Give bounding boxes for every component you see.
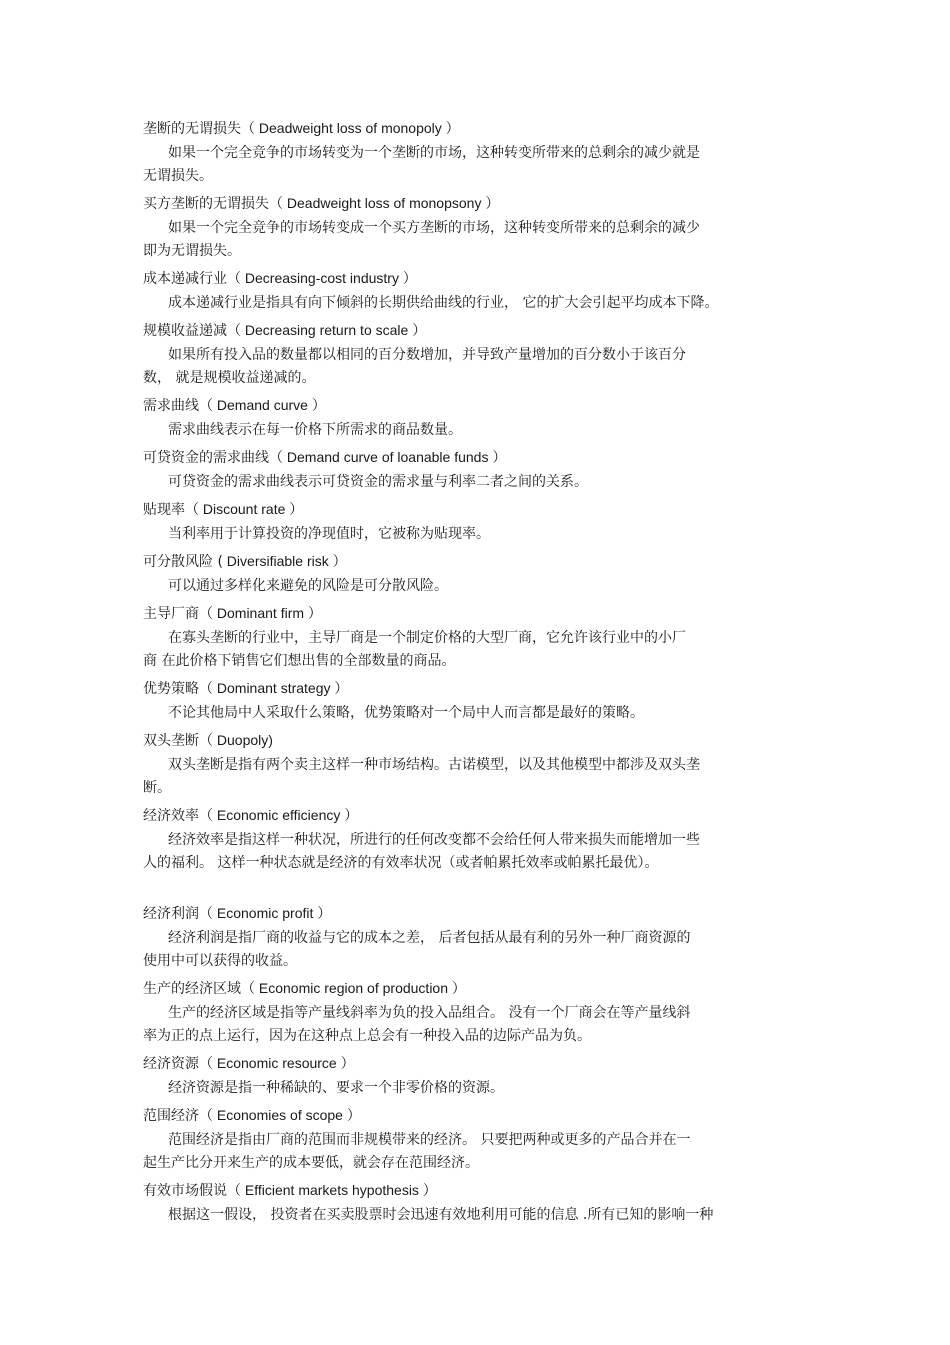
term-english: Dominant firm (213, 605, 308, 621)
term-close-paren: ） (451, 981, 466, 997)
term-english: Economies of scope (213, 1107, 347, 1123)
term-close-paren: ） (340, 1056, 355, 1072)
definition-line: 商 在此价格下销售它们想出售的全部数量的商品。 (143, 653, 456, 669)
term-english: Diversifiable risk (222, 553, 333, 569)
term-definition (143, 829, 803, 875)
term-chinese: 有效市场假说（ (143, 1183, 241, 1199)
term-heading (143, 445, 803, 469)
term-english: Decreasing-cost industry (241, 270, 403, 286)
definition-line: 起生产比分开来生产的成本要低，就会存在范围经济。 (143, 1155, 479, 1171)
glossary-entry (143, 601, 803, 673)
definition-line: 根据这一假设， 投资者在买卖股票时会迅速有效地利用可能的信息 .所有已知的影响一种 (168, 1207, 714, 1223)
glossary-entry (143, 976, 803, 1048)
term-heading (143, 318, 803, 342)
term-close-paren: ） (412, 323, 427, 339)
definition-line: 双头垄断是指有两个卖主这样一种市场结构。古诺模型，以及其他模型中都涉及双头垄 (168, 757, 700, 773)
term-chinese: 可分散风险 ( (143, 554, 223, 570)
term-chinese: 双头垄断（ (143, 733, 213, 749)
term-close-paren: ） (344, 808, 359, 824)
term-chinese: 买方垄断的无谓损失（ (143, 196, 283, 212)
term-definition (143, 1077, 803, 1100)
term-heading (143, 901, 803, 925)
term-definition (143, 702, 803, 725)
term-close-paren: ） (334, 681, 349, 697)
term-english: Economic efficiency (213, 807, 345, 823)
term-definition (143, 419, 803, 442)
definition-line: 无谓损失。 (143, 168, 213, 184)
definition-line: 率为正的点上运行，因为在这种点上总会有一种投入品的边际产品为负。 (143, 1028, 591, 1044)
term-english: Demand curve (213, 397, 312, 413)
glossary-entry (143, 1103, 803, 1175)
glossary-entry (143, 549, 803, 598)
definition-line: 人的福利。 这样一种状态就是经济的有效率状况（或者帕累托效率或帕累托最优）。 (143, 855, 659, 871)
term-chinese: 经济利润（ (143, 906, 213, 922)
term-definition (143, 142, 803, 188)
term-heading (143, 676, 803, 700)
term-definition (143, 523, 803, 546)
term-english: Deadweight loss of monopsony (283, 195, 486, 211)
term-close-paren: ） (289, 502, 304, 518)
term-definition (143, 471, 803, 494)
glossary-entry (143, 497, 803, 546)
term-definition (143, 575, 803, 598)
term-close-paren: ） (346, 1108, 361, 1124)
term-chinese: 成本递减行业（ (143, 271, 241, 287)
glossary-entry (143, 266, 803, 315)
term-chinese: 可贷资金的需求曲线（ (143, 450, 283, 466)
definition-line: 不论其他局中人采取什么策略，优势策略对一个局中人而言都是最好的策略。 (168, 705, 644, 721)
term-chinese: 经济效率（ (143, 808, 213, 824)
term-close-paren: ） (307, 606, 322, 622)
definition-line: 即为无谓损失。 (143, 243, 241, 259)
term-heading (143, 549, 803, 573)
term-chinese: 贴现率（ (143, 502, 199, 518)
glossary-entry (143, 445, 803, 494)
definition-line: 在寡头垄断的行业中，主导厂商是一个制定价格的大型厂商，它允许该行业中的小厂 (168, 630, 686, 646)
term-close-paren: ） (422, 1183, 437, 1199)
term-definition (143, 1002, 803, 1048)
definition-line: 断。 (143, 780, 171, 796)
term-english: Economic profit (213, 905, 318, 921)
definition-line: 如果所有投入品的数量都以相同的百分数增加，并导致产量增加的百分数小于该百分 (168, 347, 686, 363)
glossary-entry (143, 901, 803, 973)
term-definition (143, 1204, 803, 1227)
term-heading (143, 1051, 803, 1075)
term-close-paren: ） (402, 271, 417, 287)
term-close-paren: ） (317, 906, 332, 922)
glossary-entry (143, 191, 803, 263)
definition-line: 经济效率是指这样一种状况，所进行的任何改变都不会给任何人带来损失而能增加一些 (168, 832, 700, 848)
term-heading (143, 976, 803, 1000)
term-close-paren: ） (332, 554, 347, 570)
term-chinese: 需求曲线（ (143, 398, 213, 414)
term-english: Economic resource (213, 1055, 341, 1071)
term-english: Dominant strategy (213, 680, 335, 696)
glossary-entry (143, 803, 803, 875)
term-close-paren: ） (445, 121, 460, 137)
term-heading (143, 393, 803, 417)
term-heading (143, 116, 803, 140)
term-close-paren: ） (311, 398, 326, 414)
term-heading (143, 497, 803, 521)
term-chinese: 垄断的无谓损失（ (143, 121, 255, 137)
definition-line: 生产的经济区域是指等产量线斜率为负的投入品组合。 没有一个厂商会在等产量线斜 (168, 1005, 691, 1021)
definition-line: 数， 就是规模收益递减的。 (143, 370, 316, 386)
term-definition (143, 627, 803, 673)
term-english: Duopoly) (213, 732, 273, 748)
term-chinese: 主导厂商（ (143, 606, 213, 622)
term-english: Deadweight loss of monopoly (255, 120, 446, 136)
term-close-paren: ） (492, 450, 507, 466)
term-heading (143, 601, 803, 625)
term-chinese: 生产的经济区域（ (143, 981, 255, 997)
term-heading (143, 191, 803, 215)
definition-line: 可贷资金的需求曲线表示可贷资金的需求量与利率二者之间的关系。 (168, 474, 588, 490)
definition-line: 可以通过多样化来避免的风险是可分散风险。 (168, 578, 448, 594)
term-english: Decreasing return to scale (241, 322, 413, 338)
definition-line: 经济利润是指厂商的收益与它的成本之差， 后者包括从最有利的另外一种厂商资源的 (168, 930, 691, 946)
glossary-entry (143, 1051, 803, 1100)
term-definition (143, 292, 803, 315)
term-heading (143, 803, 803, 827)
glossary-entry (143, 393, 803, 442)
term-definition (143, 1129, 803, 1175)
term-definition (143, 927, 803, 973)
term-chinese: 优势策略（ (143, 681, 213, 697)
term-close-paren: ） (485, 196, 500, 212)
term-english: Discount rate (199, 501, 290, 517)
term-heading (143, 1103, 803, 1127)
definition-line: 使用中可以获得的收益。 (143, 953, 297, 969)
term-chinese: 范围经济（ (143, 1108, 213, 1124)
term-heading (143, 728, 803, 752)
term-english: Efficient markets hypothesis (241, 1182, 423, 1198)
glossary-entry (143, 728, 803, 800)
term-english: Demand curve of loanable funds (283, 449, 493, 465)
glossary-list (143, 116, 803, 1230)
glossary-entry (143, 676, 803, 725)
glossary-entry (143, 318, 803, 390)
definition-line: 经济资源是指一种稀缺的、要求一个非零价格的资源。 (168, 1080, 504, 1096)
definition-line: 如果一个完全竞争的市场转变成一个买方垄断的市场，这种转变所带来的总剩余的减少 (168, 220, 700, 236)
term-definition (143, 754, 803, 800)
definition-line: 范围经济是指由厂商的范围而非规模带来的经济。 只要把两种或更多的产品合并在一 (168, 1132, 691, 1148)
glossary-entry (143, 1178, 803, 1227)
term-heading (143, 1178, 803, 1202)
glossary-entry (143, 116, 803, 188)
term-chinese: 规模收益递减（ (143, 323, 241, 339)
definition-line: 当利率用于计算投资的净现值时，它被称为贴现率。 (168, 526, 490, 542)
definition-line: 需求曲线表示在每一价格下所需求的商品数量。 (168, 422, 462, 438)
term-heading (143, 266, 803, 290)
term-definition (143, 344, 803, 390)
term-definition (143, 217, 803, 263)
definition-line: 成本递减行业是指具有向下倾斜的长期供给曲线的行业， 它的扩大会引起平均成本下降。 (168, 295, 719, 311)
term-chinese: 经济资源（ (143, 1056, 213, 1072)
term-english: Economic region of production (255, 980, 452, 996)
definition-line: 如果一个完全竞争的市场转变为一个垄断的市场，这种转变所带来的总剩余的减少就是 (168, 145, 700, 161)
